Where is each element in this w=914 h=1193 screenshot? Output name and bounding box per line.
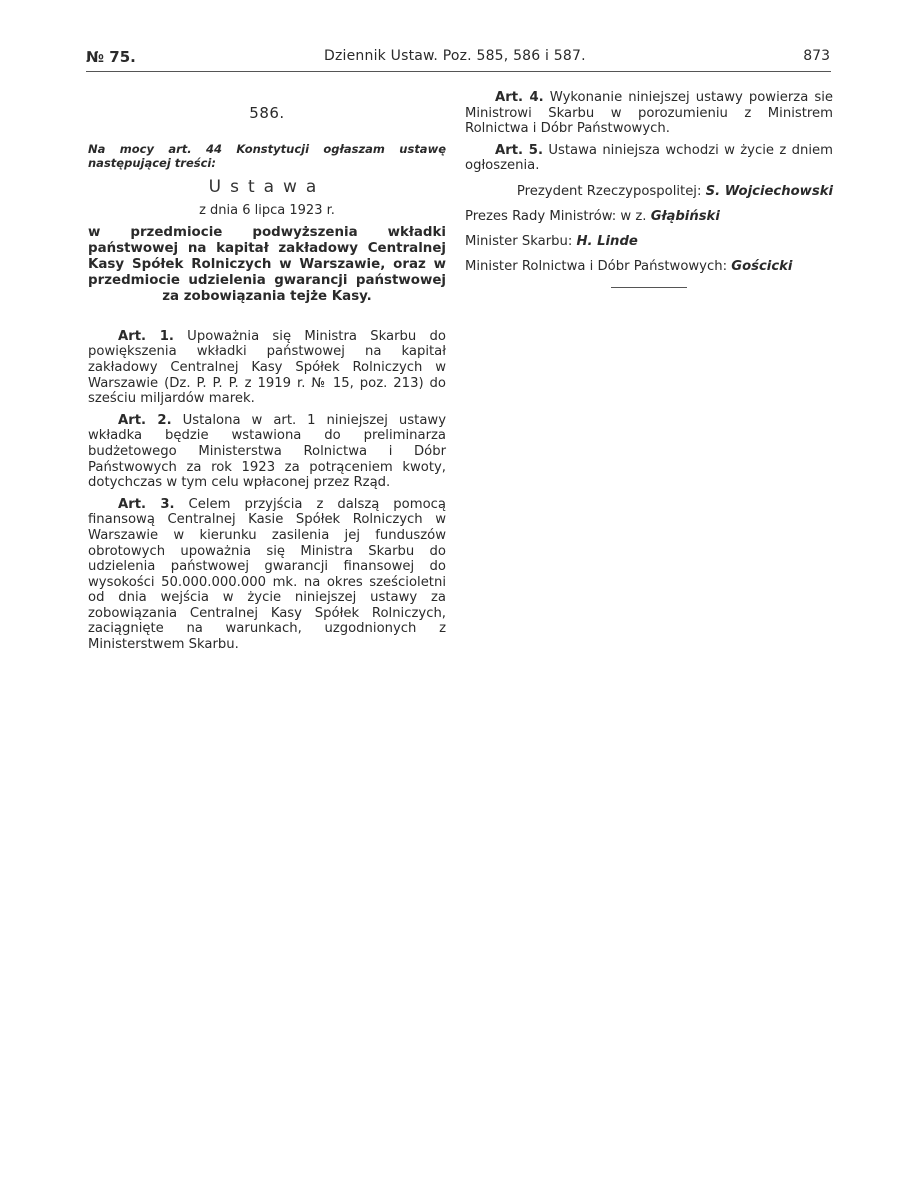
article-1-text: Upoważnia się Ministra Skarbu do powiększenia wkładki państwowej na kapitał zakładowy Centralnej Kasy Spółek Rolniczych w Warszawie (Dz. P. P. P. z 1919 r. № 15, poz. 213) do sześciu miljardów marek. <box>88 328 446 407</box>
signature-prime-minister-name: Głąbiński <box>650 208 720 224</box>
signature-agriculture-minister <box>465 259 833 275</box>
signature-president <box>465 184 833 200</box>
page-number: 873 <box>803 48 830 64</box>
article-1 <box>88 329 446 407</box>
article-4-label: Art. 4. <box>495 90 544 105</box>
signature-prime-minister-role: Prezes Rady Ministrów: w z. <box>465 208 647 224</box>
left-column <box>88 90 446 659</box>
signature-treasury-minister-role: Minister Skarbu: <box>465 233 573 249</box>
article-5 <box>465 143 833 174</box>
article-2-text: Ustalona w art. 1 niniejszej ustawy wkładka będzie wstawiona do preliminarza budżetowego Ministerstwa Rolnictwa i Dóbr Państwowych za rok 1923 za potrąceniem kwoty, dotychczas w tym celu wpłaconej przez Rząd. <box>88 412 446 491</box>
article-3-label: Art. 3. <box>118 496 175 512</box>
journal-number: № 75. <box>86 48 136 66</box>
closing-rule <box>611 287 687 288</box>
article-3 <box>88 497 446 653</box>
article-5-label: Art. 5. <box>495 142 543 158</box>
article-2-label: Art. 2. <box>118 412 172 428</box>
intro-text: Na mocy art. 44 Konstytucji ogłaszam ustawę następującej treści: <box>88 141 446 170</box>
signature-treasury-minister-name: H. Linde <box>576 233 638 249</box>
position-number: 586. <box>249 104 285 122</box>
signature-agriculture-minister-role: Minister Rolnictwa i Dóbr Państwowych: <box>465 258 728 274</box>
act-subject: w przedmiocie podwyższenia wkładki państwowej na kapitał zakładowy Centralnej Kasy Spółek Rolniczych w Warszawie, oraz w przedmiocie udzielenia gwarancji państwowej za zobowiązania tejże Kasy. <box>88 224 446 304</box>
page-header <box>86 48 830 72</box>
article-2 <box>88 413 446 491</box>
right-column <box>465 90 833 288</box>
article-5-text: Ustawa niniejsza wchodzi w życie z dniem ogłoszenia. <box>465 142 833 174</box>
signature-president-role: Prezydent Rzeczypospolitej: <box>516 183 702 199</box>
signature-treasury-minister <box>465 234 833 250</box>
signature-agriculture-minister-name: Gościcki <box>731 258 793 274</box>
signature-prime-minister <box>465 209 833 225</box>
signature-president-name: S. Wojciechowski <box>705 183 833 199</box>
article-3-text: Celem przyjścia z dalszą pomocą finansową Centralnej Kasie Spółek Rolniczych w Warszawie w kierunku zasilenia jej funduszów obrotowych upoważnia się Ministra Skarbu do udzielenia państwowej gwarancji finansowej do wysokości 50.000.000.000 mk. na okres sześcioletni od dnia wejścia w życie niniejszej ustawy za zobowiązania Centralnej Kasy Spółek Rolniczych, zaciągnięte na warunkach, uzgodnionych z Ministerstwem Skarbu. <box>88 496 446 653</box>
act-title: Ustawa <box>208 176 326 197</box>
header-rule <box>86 71 831 72</box>
article-4-text: Wykonanie niniejszej ustawy powierza sie Ministrowi Skarbu w porozumieniu z Ministrem Rolnictwa i Dóbr Państwowych. <box>465 90 833 137</box>
journal-title: Dziennik Ustaw. Poz. 585, 586 i 587. <box>324 48 586 64</box>
article-4 <box>465 90 833 137</box>
article-1-label: Art. 1. <box>118 328 174 344</box>
act-date: z dnia 6 lipca 1923 r. <box>199 203 335 219</box>
